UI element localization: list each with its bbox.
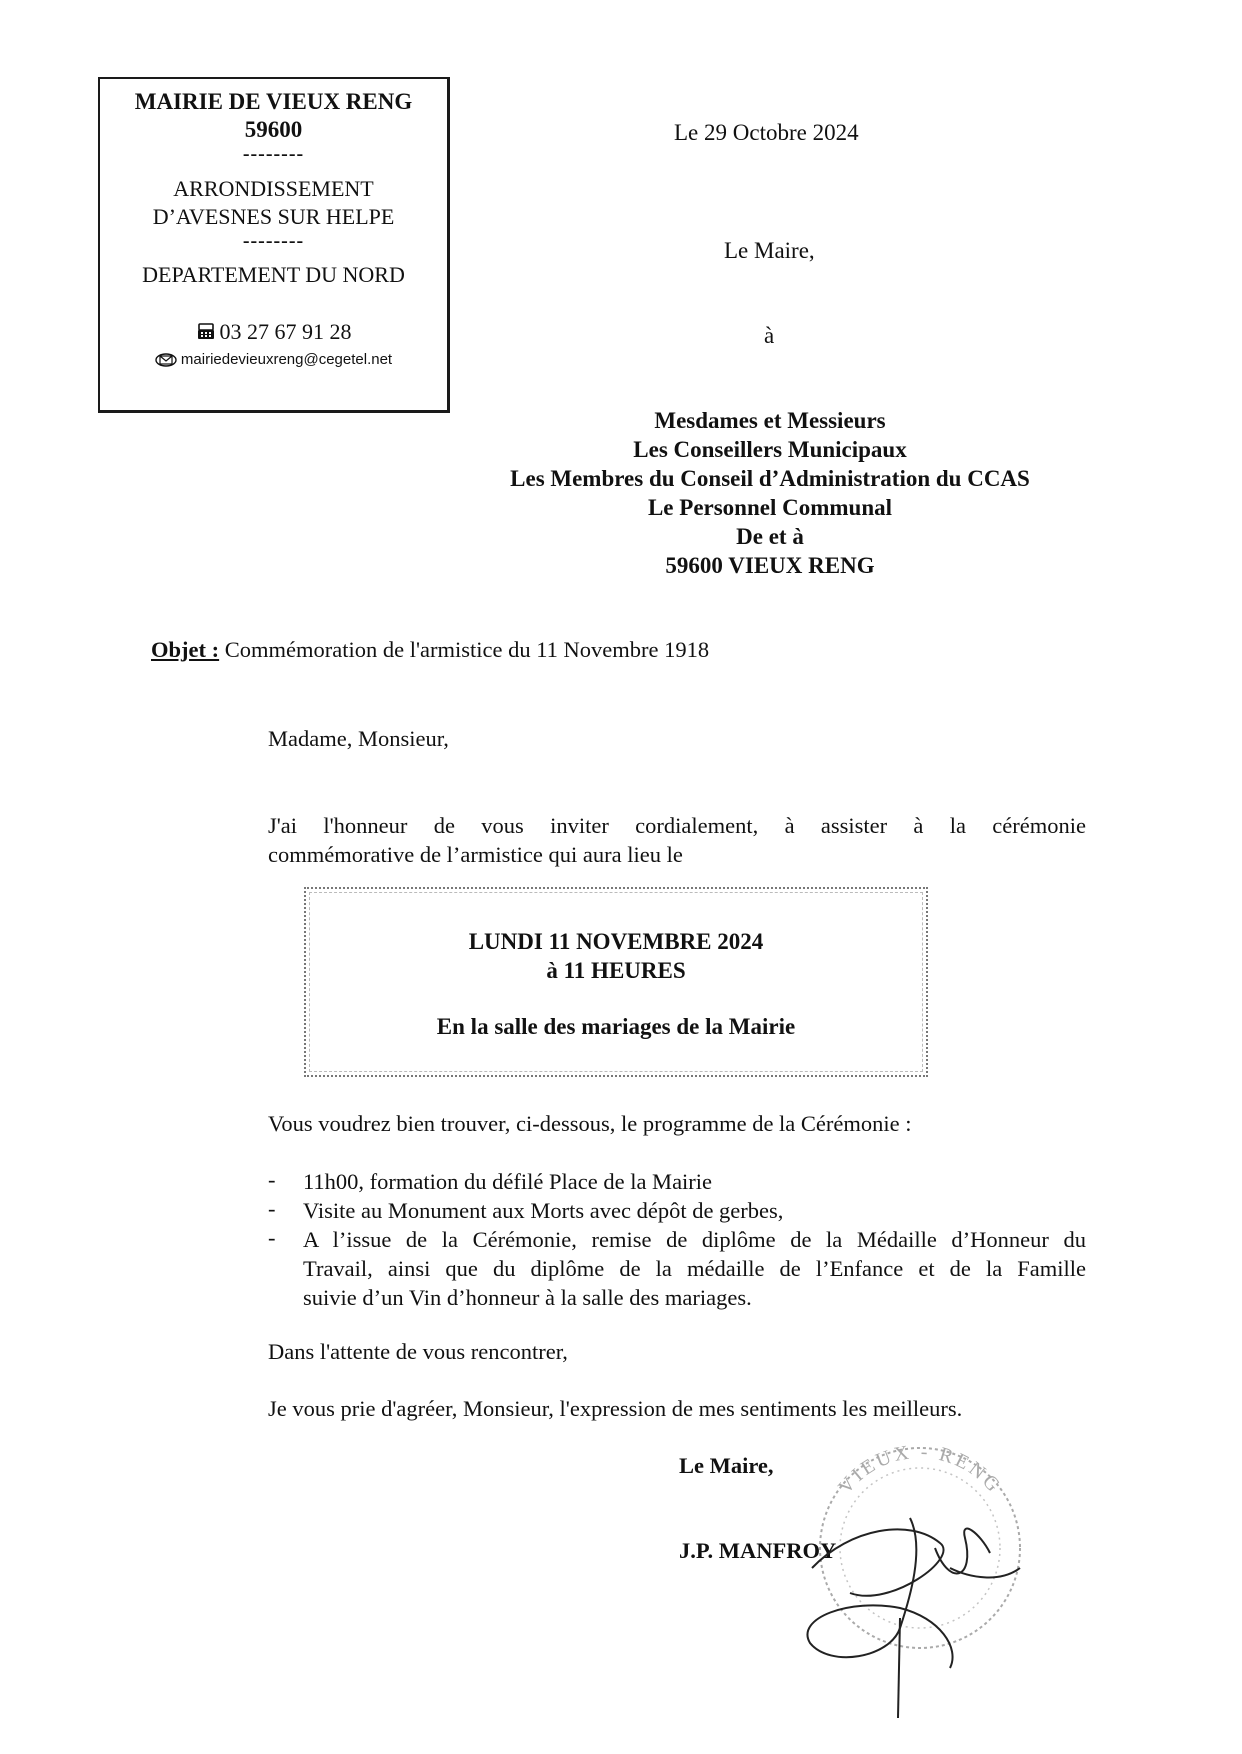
departement: DEPARTEMENT DU NORD xyxy=(142,262,405,287)
mairie-postcode: 59600 xyxy=(244,117,303,142)
envelope-icon xyxy=(155,353,177,371)
event-time: à 11 HEURES xyxy=(546,958,686,983)
official-stamp-seal xyxy=(790,1418,1050,1733)
mairie-header-box xyxy=(98,77,450,413)
subject-line xyxy=(151,637,709,663)
event-date: LUNDI 11 NOVEMBRE 2024 xyxy=(468,929,764,954)
programme-item: 11h00, formation du défilé Place de la Mairie xyxy=(303,1169,713,1194)
telephone-icon xyxy=(196,322,216,348)
header-separator: -------- xyxy=(242,143,305,165)
bullet-dash: - xyxy=(268,1225,276,1250)
signature-name: J.P. MANFROY xyxy=(679,1538,837,1563)
header-separator: -------- xyxy=(242,230,305,252)
closing-line: Dans l'attente de vous rencontrer, xyxy=(268,1339,568,1364)
recipient-line: Les Conseillers Municipaux xyxy=(633,437,907,462)
recipient-line: 59600 VIEUX RENG xyxy=(665,553,875,578)
email-address: mairiedevieuxreng@cegetel.net xyxy=(180,351,393,368)
email-line xyxy=(100,351,447,371)
salutation: Madame, Monsieur, xyxy=(268,726,449,751)
handwritten-signature xyxy=(807,1518,1020,1718)
subject-label: Objet : xyxy=(151,637,220,662)
to-word: à xyxy=(764,323,775,348)
phone-number: 03 27 67 91 28 xyxy=(219,319,352,344)
recipient-line: De et à xyxy=(736,524,804,549)
programme-item: Visite au Monument aux Morts avec dépôt de gerbes, xyxy=(303,1198,784,1223)
phone-line xyxy=(100,319,447,348)
sender-title: Le Maire, xyxy=(724,238,815,263)
bullet-dash: - xyxy=(268,1196,276,1221)
programme-item-continued: suivie d’un Vin d’honneur à la salle des mariages. xyxy=(303,1285,752,1310)
arrondissement-line1: ARRONDISSEMENT xyxy=(173,176,374,201)
mairie-name: MAIRIE DE VIEUX RENG xyxy=(134,89,413,114)
intro-line: J'ai l'honneur de vous inviter cordialement, à assister à la cérémonie xyxy=(268,813,1086,838)
stamp-text: VIEUX - RENG xyxy=(834,1440,1006,1499)
recipient-line: Mesdames et Messieurs xyxy=(654,408,886,433)
programme-item-continued: Travail, ainsi que du diplôme de la médaille de l’Enfance et de la Famille xyxy=(303,1256,1086,1281)
arrondissement-line2: D’AVESNES SUR HELPE xyxy=(152,204,395,229)
recipient-line: Les Membres du Conseil d’Administration du CCAS xyxy=(510,466,1030,491)
svg-text:VIEUX - RENG xyxy=(834,1441,1006,1498)
closing-formula: Je vous prie d'agréer, Monsieur, l'expression de mes sentiments les meilleurs. xyxy=(268,1396,963,1421)
intro-line: commémorative de l’armistice qui aura lieu le xyxy=(268,842,683,867)
event-details-box xyxy=(304,887,928,1077)
event-place: En la salle des mariages de la Mairie xyxy=(436,1014,796,1039)
recipients-block xyxy=(470,408,1070,588)
recipient-line: Le Personnel Communal xyxy=(647,495,893,520)
programme-intro: Vous voudrez bien trouver, ci-dessous, le programme de la Cérémonie : xyxy=(268,1111,912,1136)
bullet-dash: - xyxy=(268,1167,276,1192)
letter-date: Le 29 Octobre 2024 xyxy=(674,120,859,145)
signature-title: Le Maire, xyxy=(679,1453,774,1478)
subject-text: Commémoration de l'armistice du 11 Novembre 1918 xyxy=(224,637,710,662)
programme-item: A l’issue de la Cérémonie, remise de diplôme de la Médaille d’Honneur du xyxy=(303,1227,1086,1252)
